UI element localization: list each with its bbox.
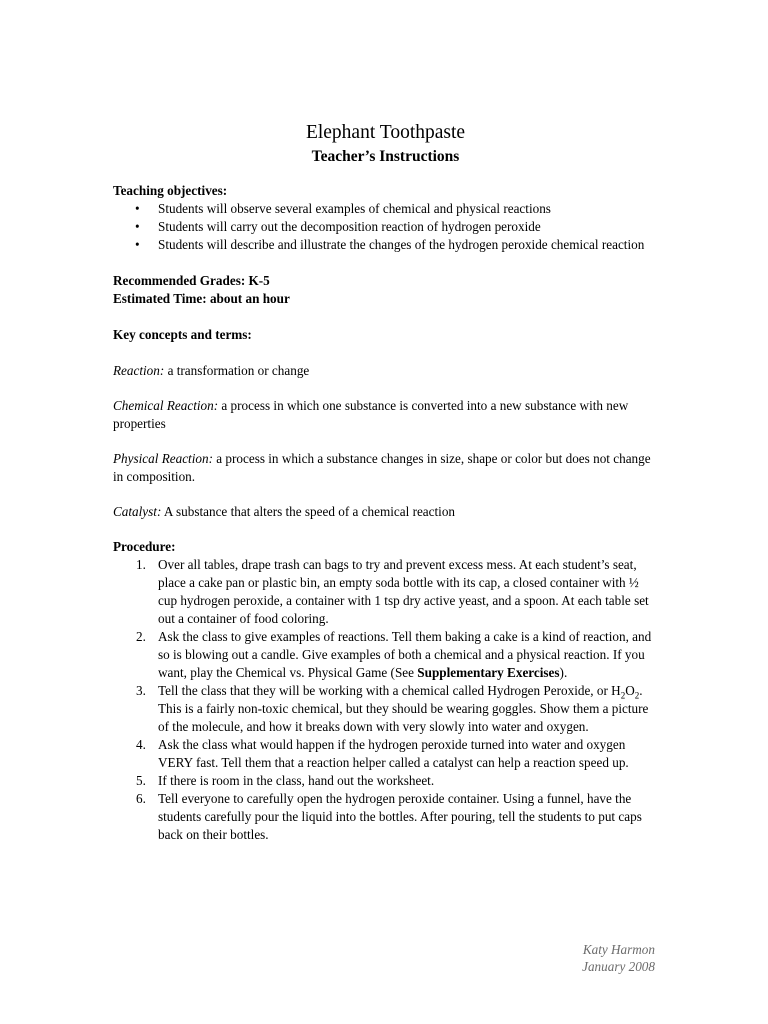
step-text: If there is room in the class, hand out the worksheet. <box>158 773 435 788</box>
term-definition: A substance that alters the speed of a chemical reaction <box>161 504 456 519</box>
term-definition: a process in which a substance changes in size, shape or color but does not change in composition. <box>113 451 651 484</box>
procedure-step <box>113 790 658 844</box>
step-text-end: ). <box>559 665 568 680</box>
term-definition: a transformation or change <box>164 363 310 378</box>
objectives-section <box>113 182 658 254</box>
step-number: 1. <box>136 557 146 572</box>
term-name: Reaction: <box>113 363 165 378</box>
subscript: 2 <box>620 690 626 701</box>
objectives-heading: Teaching objectives: <box>113 183 228 198</box>
term-name: Physical Reaction: <box>113 451 213 466</box>
author-name: Katy Harmon <box>582 942 655 957</box>
step-text: Tell everyone to carefully open the hydrogen peroxide container. Using a funnel, have the students carefully pour the liquid into the bottles. After pouring, tell the students to put caps back on their bottles. <box>158 791 642 842</box>
term-reaction <box>113 362 658 380</box>
signature-block <box>582 941 655 975</box>
step-number: 6. <box>136 791 146 806</box>
document-title: Elephant Toothpaste <box>305 122 466 143</box>
step-text: Ask the class to give examples of reactions. Tell them baking a cake is a kind of reaction, and so is blowing out a candle. Give examples of both a chemical and a physical reaction. If you want, play the Chemical vs. Physical Game (See <box>158 629 652 680</box>
term-physical-reaction <box>113 450 658 486</box>
objective-item: • Students will observe several examples of chemical and physical reactions <box>113 200 658 218</box>
procedure-step <box>113 556 658 628</box>
concepts-heading: Key concepts and terms: <box>113 327 252 342</box>
subscript: 2 <box>634 690 640 701</box>
procedure-list <box>113 556 658 844</box>
step-number: 2. <box>136 629 146 644</box>
recommended-grades: Recommended Grades: K-5 <box>113 273 270 288</box>
term-name: Chemical Reaction: <box>113 398 219 413</box>
term-name: Catalyst: <box>113 504 162 519</box>
procedure-step <box>113 628 658 682</box>
document-date: January 2008 <box>582 959 655 974</box>
step-number: 5. <box>136 773 146 788</box>
term-definition: a process in which one substance is converted into a new substance with new properties <box>113 398 629 431</box>
document-subtitle: Teacher’s Instructions <box>311 148 460 165</box>
procedure-heading: Procedure: <box>113 539 176 554</box>
procedure-step <box>113 772 658 790</box>
supplementary-exercises-ref: Supplementary Exercises <box>417 665 560 680</box>
objectives-list <box>113 200 658 254</box>
procedure-step <box>113 736 658 772</box>
term-chemical-reaction <box>113 397 658 433</box>
formula-letter: O <box>625 683 635 698</box>
objective-item: • Students will carry out the decomposition reaction of hydrogen peroxide <box>113 218 658 236</box>
step-text: Tell the class that they will be working with a chemical called Hydrogen Peroxide, or H <box>158 683 621 698</box>
step-number: 4. <box>136 737 146 752</box>
step-text: Ask the class what would happen if the hydrogen peroxide turned into water and oxygen VERY fast. Tell them that a reaction helper called a catalyst can help a reaction speed up. <box>158 737 629 770</box>
step-text: Over all tables, drape trash can bags to try and prevent excess mess. At each student’s seat, place a cake pan or plastic bin, an empty soda bottle with its cap, a closed container with ½ cup hydrogen peroxide, a container with 1 tsp dry active yeast, and a spoon. At each table set out a container of food coloring. <box>158 557 649 626</box>
step-number: 3. <box>136 683 146 698</box>
estimated-time: Estimated Time: about an hour <box>113 291 290 306</box>
term-catalyst <box>113 503 658 521</box>
step-text-end: . This is a fairly non-toxic chemical, but they should be wearing goggles. Show them a picture of the molecule, and how it breaks down with very slowly into water and oxygen. <box>158 683 649 734</box>
document-page <box>113 120 658 844</box>
objective-item: • Students will describe and illustrate the changes of the hydrogen peroxide chemical reaction <box>113 236 658 254</box>
procedure-step <box>113 682 658 736</box>
